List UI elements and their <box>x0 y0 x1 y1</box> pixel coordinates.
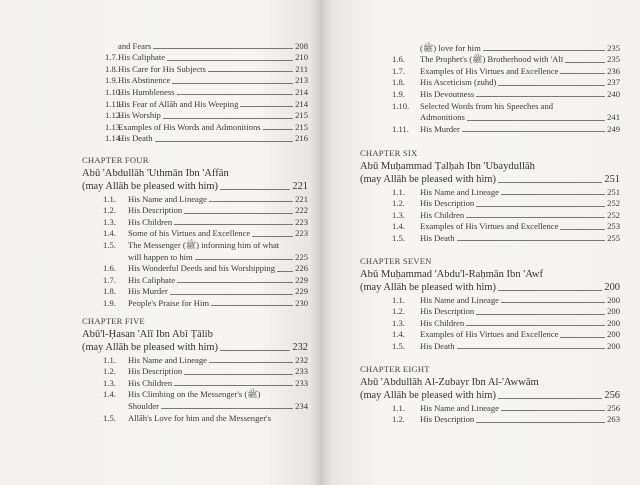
toc-entry <box>82 400 308 412</box>
entry-page-number: 232 <box>295 354 308 365</box>
entry-number: 1.9. <box>103 297 116 308</box>
leader-line <box>220 189 290 190</box>
toc-entry <box>82 297 308 309</box>
toc-entry <box>360 88 620 100</box>
entry-page-number: 251 <box>607 186 620 197</box>
entry-number: 1.2. <box>392 414 405 425</box>
leader-line <box>184 213 293 214</box>
leader-line <box>263 129 293 130</box>
toc-entry <box>82 86 308 98</box>
entry-number: 1.9. <box>105 75 118 86</box>
entry-page-number: 222 <box>295 205 308 216</box>
entry-page-number: 211 <box>295 63 308 74</box>
entry-number: 1.9. <box>392 88 405 99</box>
leader-line <box>498 182 602 183</box>
entry-title: Allāh's Love for him and the Messenger's <box>128 412 271 423</box>
entry-title: His Description <box>420 306 475 317</box>
toc-entry <box>360 209 620 221</box>
entry-number: 1.4. <box>103 389 116 400</box>
entry-title: Selected Words from his Speeches and <box>420 100 554 111</box>
entry-page-number: 252 <box>607 198 620 209</box>
entry-title: Some of his Virtues and Excellence <box>128 228 251 239</box>
entry-number: 1.4. <box>103 228 116 239</box>
entry-page-number: 255 <box>607 232 620 243</box>
entry-title: His Murder <box>420 123 460 134</box>
entry-page-number: 252 <box>607 209 620 220</box>
toc-entry <box>82 274 308 286</box>
entry-title: Shoulder <box>128 400 160 411</box>
leader-line <box>208 71 294 72</box>
entry-title: People's Praise for Him <box>128 297 210 308</box>
entry-page-number: 253 <box>607 221 620 232</box>
entry-number: 1.2. <box>103 205 116 216</box>
chapter-title: Abū'l-Ḥasan 'Alī Ibn Abī Ṭālib <box>82 329 213 340</box>
entry-title: His Children <box>420 209 465 220</box>
chapter-title: Abū 'Abdullāh 'Uthmān Ibn 'Affān <box>82 168 229 179</box>
toc-entry <box>360 329 620 341</box>
toc-section-ch8 <box>360 363 620 425</box>
entry-title: His Description <box>128 366 183 377</box>
chapter-label: CHAPTER EIGHT <box>360 364 430 374</box>
toc-entry <box>82 110 308 122</box>
toc-entry <box>82 205 308 217</box>
toc-entry <box>360 42 620 54</box>
entry-number: 1.1. <box>392 186 405 197</box>
toc-entry <box>360 77 620 89</box>
entry-title: His Murder <box>128 286 168 297</box>
leader-line <box>170 294 293 295</box>
leader-line <box>174 224 293 225</box>
toc-entry <box>360 340 620 352</box>
leader-line <box>467 120 605 121</box>
entry-title: Examples of His Virtues and Excellence <box>420 221 559 232</box>
chapter-subtitle-line <box>360 174 620 186</box>
chapter-subtitle: (may Allāh be pleased with him) <box>82 342 218 353</box>
leader-line <box>466 217 605 218</box>
entry-number: 1.10. <box>392 100 410 111</box>
toc-section-ch5-tail <box>360 42 620 135</box>
toc-section-ch6 <box>360 147 620 244</box>
entry-page-number: 234 <box>295 400 308 411</box>
leader-line <box>163 118 293 119</box>
entry-title: His Name and Lineage <box>420 186 499 197</box>
entry-number: 1.5. <box>392 232 405 243</box>
entry-number: 1.2. <box>103 366 116 377</box>
entry-number: 1.2. <box>392 198 405 209</box>
entry-title: His Children <box>128 377 173 388</box>
entry-title: and Fears <box>118 40 152 51</box>
leader-line <box>466 325 605 326</box>
chapter-label: CHAPTER FOUR <box>82 155 149 165</box>
leader-line <box>161 408 293 409</box>
entry-number: 1.10. <box>105 86 123 97</box>
entry-title: His Abstinence <box>118 75 171 86</box>
entry-number: 1.11. <box>392 123 409 134</box>
leader-line <box>184 374 293 375</box>
entry-number: 1.7. <box>392 65 405 76</box>
entry-title: His Description <box>128 205 183 216</box>
toc-entry <box>360 54 620 66</box>
chapter-subtitle-line <box>360 282 620 294</box>
toc-entry <box>360 317 620 329</box>
entry-number: 1.5. <box>103 239 116 250</box>
toc-entry <box>82 286 308 298</box>
entry-number: 1.6. <box>103 263 116 274</box>
leader-line <box>252 236 293 237</box>
leader-line <box>565 62 605 63</box>
leader-line <box>462 131 605 132</box>
toc-entry <box>82 193 308 205</box>
entry-title: His Children <box>128 216 173 227</box>
entry-title: will happen to him <box>128 251 193 262</box>
chapter-subtitle: (may Allāh be pleased with him) <box>360 282 496 293</box>
entry-title: His Description <box>420 198 475 209</box>
entry-title: His Caliphate <box>118 52 166 63</box>
entry-page-number: 223 <box>295 216 308 227</box>
entry-number: 1.6. <box>392 54 405 65</box>
chapter-page-number: 221 <box>292 181 308 192</box>
entry-page-number: 237 <box>607 77 620 88</box>
leader-line <box>211 305 293 306</box>
entry-page-number: 216 <box>295 133 308 144</box>
entry-title: Admonitions <box>420 112 465 123</box>
entry-page-number: 200 <box>607 306 620 317</box>
toc-entry <box>360 294 620 306</box>
entry-page-number: 256 <box>607 402 620 413</box>
entry-page-number: 214 <box>295 98 308 109</box>
entry-title: His Name and Lineage <box>128 193 207 204</box>
toc-entry <box>360 65 620 77</box>
entry-page-number: 229 <box>295 286 308 297</box>
entry-title: His Name and Lineage <box>420 402 499 413</box>
entry-title: His Worship <box>118 110 161 121</box>
leader-line <box>483 50 605 51</box>
entry-title: Examples of His Words and Admonitions <box>118 121 261 132</box>
toc-entry <box>360 186 620 198</box>
entry-number: 1.1. <box>392 294 405 305</box>
toc-entry <box>82 98 308 110</box>
leader-line <box>457 240 606 241</box>
entry-title: His Name and Lineage <box>420 294 499 305</box>
toc-entry <box>82 263 308 275</box>
toc-entry <box>360 112 620 124</box>
toc-entry <box>82 366 308 378</box>
toc-entry <box>82 377 308 389</box>
toc-entry <box>360 221 620 233</box>
entry-title: His Humbleness <box>118 86 175 97</box>
entry-page-number: 233 <box>295 377 308 388</box>
leader-line <box>153 48 293 49</box>
entry-page-number: 200 <box>607 317 620 328</box>
leader-line <box>560 337 605 338</box>
entry-page-number: 223 <box>295 228 308 239</box>
leader-line <box>209 362 293 363</box>
entry-title: Examples of His Virtues and Excellence <box>420 329 559 340</box>
entry-title: His Climbing on the Messenger's (ﷺ) <box>128 389 261 400</box>
toc-section-ch3-tail <box>82 40 308 144</box>
entry-page-number: 210 <box>295 52 308 63</box>
entry-number: 1.3. <box>392 209 405 220</box>
entry-number: 1.3. <box>103 216 116 227</box>
leader-line <box>167 60 293 61</box>
entry-title: Examples of His Virtues and Excellence <box>420 65 559 76</box>
toc-entry <box>82 228 308 240</box>
entry-title: His Caliphate <box>128 274 176 285</box>
toc-entry <box>360 123 620 135</box>
entry-number: 1.1. <box>103 354 116 365</box>
chapter-subtitle: (may Allāh be pleased with him) <box>82 181 218 192</box>
leader-line <box>277 271 293 272</box>
leader-line <box>501 410 605 411</box>
leader-line <box>476 96 605 97</box>
entry-page-number: 225 <box>295 251 308 262</box>
toc-entry <box>82 133 308 145</box>
entry-number: 1.13. <box>105 121 123 132</box>
entry-number: 1.8. <box>105 63 118 74</box>
toc-section-ch7 <box>360 255 620 352</box>
entry-title: The Prophet's (ﷺ) Brotherhood with 'Alī <box>420 54 564 65</box>
chapter-page-number: 232 <box>292 342 308 353</box>
leader-line <box>195 259 293 260</box>
chapter-subtitle-line <box>82 181 308 193</box>
entry-title: His Fear of Allāh and His Weeping <box>118 98 239 109</box>
entry-number: 1.4. <box>392 221 405 232</box>
leader-line <box>220 350 290 351</box>
entry-page-number: 221 <box>295 193 308 204</box>
toc-entry <box>360 232 620 244</box>
entry-page-number: 230 <box>295 297 308 308</box>
entry-title: His Description <box>420 414 475 425</box>
leader-line <box>501 302 605 303</box>
entry-title: His Death <box>118 133 153 144</box>
leader-line <box>172 83 293 84</box>
entry-number: 1.7. <box>103 274 116 285</box>
toc-entry <box>82 354 308 366</box>
chapter-subtitle-line <box>82 342 308 354</box>
entry-number: 1.4. <box>392 329 405 340</box>
entry-page-number: 200 <box>607 294 620 305</box>
entry-page-number: 249 <box>607 123 620 134</box>
chapter-label: CHAPTER SEVEN <box>360 256 432 266</box>
leader-line <box>498 398 602 399</box>
entry-page-number: 229 <box>295 274 308 285</box>
toc-entry <box>360 402 620 414</box>
toc-entry <box>82 389 308 401</box>
entry-number: 1.14. <box>105 133 123 144</box>
entry-page-number: 215 <box>295 110 308 121</box>
entry-number: 1.3. <box>392 317 405 328</box>
entry-title: His Wonderful Deeds and his Worshipping <box>128 263 276 274</box>
leader-line <box>209 201 293 202</box>
leader-line <box>498 85 605 86</box>
entry-page-number: 200 <box>607 340 620 351</box>
entry-number: 1.1. <box>392 402 405 413</box>
leader-line <box>560 73 605 74</box>
entry-page-number: 200 <box>607 329 620 340</box>
chapter-page-number: 256 <box>604 390 620 401</box>
entry-title: His Asceticism (zuhd) <box>420 77 497 88</box>
chapter-title: Abū 'Abdullāh Al-Zubayr Ibn Al-'Awwām <box>360 377 539 388</box>
entry-page-number: 235 <box>607 42 620 53</box>
toc-entry <box>82 412 308 424</box>
entry-page-number: 208 <box>295 40 308 51</box>
entry-title: His Name and Lineage <box>128 354 207 365</box>
chapter-title: Abū Muḥammad 'Abdu'l-Raḥmān Ibn 'Awf <box>360 269 544 280</box>
chapter-label: CHAPTER SIX <box>360 148 418 158</box>
toc-section-ch4 <box>82 154 308 309</box>
leader-line <box>501 194 605 195</box>
chapter-page-number: 251 <box>604 174 620 185</box>
entry-title: The Messenger (ﷺ) informing him of what <box>128 239 280 250</box>
leader-line <box>174 385 293 386</box>
entry-title: (ﷺ) love for him <box>420 42 481 53</box>
entry-number: 1.1. <box>103 193 116 204</box>
toc-entry <box>360 100 620 112</box>
toc-entry <box>82 40 308 52</box>
chapter-label: CHAPTER FIVE <box>82 316 145 326</box>
leader-line <box>476 314 605 315</box>
entry-page-number: 214 <box>295 86 308 97</box>
leader-line <box>155 141 294 142</box>
entry-title: His Death <box>420 232 455 243</box>
leader-line <box>240 106 293 107</box>
entry-page-number: 263 <box>607 414 620 425</box>
chapter-page-number: 200 <box>604 282 620 293</box>
entry-page-number: 226 <box>295 263 308 274</box>
chapter-subtitle: (may Allāh be pleased with him) <box>360 174 496 185</box>
leader-line <box>476 422 605 423</box>
entry-page-number: 235 <box>607 54 620 65</box>
toc-entry <box>360 414 620 426</box>
entry-page-number: 240 <box>607 88 620 99</box>
toc-entry <box>82 251 308 263</box>
leader-line <box>177 282 293 283</box>
toc-entry <box>82 216 308 228</box>
entry-number: 1.8. <box>392 77 405 88</box>
leader-line <box>476 206 605 207</box>
toc-entry <box>82 75 308 87</box>
chapter-subtitle: (may Allāh be pleased with him) <box>360 390 496 401</box>
entry-number: 1.11. <box>105 98 122 109</box>
entry-title: His Care for His Subjects <box>118 63 206 74</box>
entry-number: 1.5. <box>392 340 405 351</box>
entry-number: 1.7. <box>105 52 118 63</box>
entry-number: 1.3. <box>103 377 116 388</box>
toc-entry <box>82 121 308 133</box>
right-page <box>320 0 640 485</box>
toc-entry <box>82 239 308 251</box>
entry-title: His Death <box>420 340 455 351</box>
leader-line <box>560 229 605 230</box>
entry-page-number: 213 <box>295 75 308 86</box>
entry-number: 1.12. <box>105 110 123 121</box>
leader-line <box>498 290 602 291</box>
entry-page-number: 236 <box>607 65 620 76</box>
toc-entry <box>82 52 308 64</box>
toc-entry <box>82 63 308 75</box>
leader-line <box>177 94 294 95</box>
entry-title: His Devoutness <box>420 88 475 99</box>
entry-page-number: 233 <box>295 366 308 377</box>
leader-line <box>457 348 606 349</box>
toc-entry <box>360 306 620 318</box>
toc-entry <box>360 198 620 210</box>
entry-title: His Children <box>420 317 465 328</box>
chapter-title: Abū Muḥammad Ṭalḥah Ibn 'Ubaydullāh <box>360 161 535 172</box>
entry-page-number: 241 <box>607 112 620 123</box>
toc-section-ch5 <box>82 315 308 424</box>
entry-number: 1.2. <box>392 306 405 317</box>
entry-number: 1.5. <box>103 412 116 423</box>
entry-number: 1.8. <box>103 286 116 297</box>
chapter-subtitle-line <box>360 390 620 402</box>
entry-page-number: 215 <box>295 121 308 132</box>
